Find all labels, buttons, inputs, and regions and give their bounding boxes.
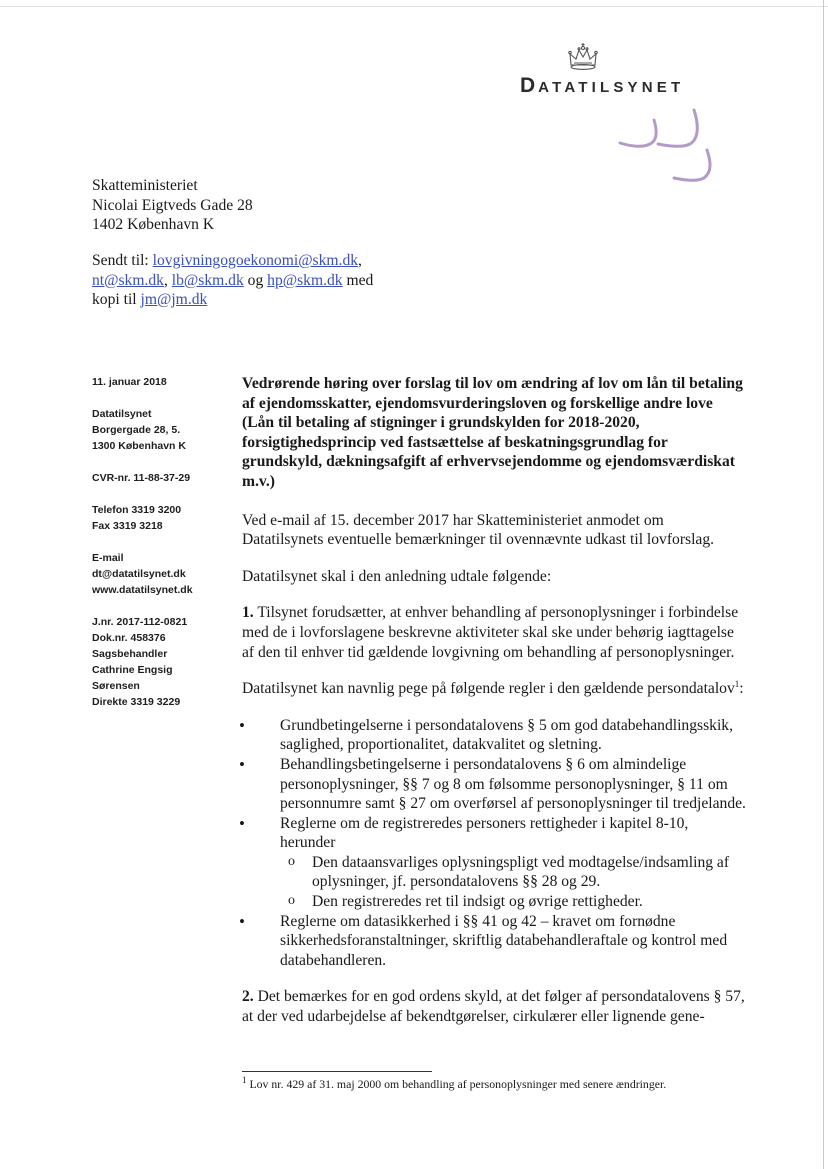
page-edge [823, 0, 824, 1169]
handwritten-initials [612, 108, 732, 192]
footnote-divider [242, 1071, 432, 1072]
sidebar-info [92, 374, 232, 726]
sub-list [280, 853, 747, 912]
brand-wordmark: DATATILSYNET [520, 74, 685, 97]
contact-website: www.datatilsynet.dk [92, 584, 193, 596]
case-reference: J.nr. 2017-112-0821 Dok.nr. 458376 Sagsbehandler Cathrine Engsig Sørensen Direkte 3319 3229 [92, 616, 188, 708]
sub-list-item: o Den dataansvarliges oplysningspligt ved modtagelse/indsamling af oplysninger, jf. persondatalovens §§ 28 og 29. [280, 853, 747, 892]
list-item: • Behandlingsbetingelserne i persondatalovens § 6 om almindelige personoplysninger, §§ 7 og 8 om følsomme personoplysninger, § 11 om personnumre samt § 27 om overførsel af personoplysninger til tredjelande. [242, 755, 747, 814]
phone-fax: Telefon 3319 3200 Fax 3319 3218 [92, 504, 182, 532]
recipient-line: Nicolai Eigtveds Gade 28 [92, 196, 253, 214]
list-item: • Reglerne om datasikkerhed i §§ 41 og 42 – kravet om fornødne sikkerhedsforanstaltninger, skriftlig databehandleraftale og kontrol med databehandleren. [242, 912, 747, 971]
list-item: • Reglerne om de registreredes personers rettigheder i kapitel 8-10, herunder o Den dataansvarliges oplysningspligt ved modtagelse/indsamling af oplysninger, jf. persondatalovens §§ 28 og 29. o Den registreredes ret til indsigt og øvrige rettigheder. [242, 814, 747, 912]
list-item: • Grundbetingelserne i persondatalovens § 5 om god databehandlingsskik, saglighed, proportionalitet, datakvalitet og sletning. [242, 716, 747, 755]
recipient-line: 1402 København K [92, 216, 215, 233]
sent-to-block: Sendt til: lovgivningogoekonomi@skm.dk, nt@skm.dk, lb@skm.dk og hp@skm.dk med kopi til jm@jm.dk [92, 252, 374, 308]
email-link-jm[interactable]: jm@jm.dk [140, 291, 208, 308]
paragraph-rules: Datatilsynet kan navnlig pege på følgende regler i den gældende persondatalov$^1$: [242, 678, 744, 698]
letter-date: 11. januar 2018 [92, 376, 167, 388]
email-link-lovgivning[interactable]: lovgivningogoekonomi@skm.dk [152, 252, 359, 269]
contact-email: dt@datatilsynet.dk [92, 568, 186, 580]
cvr-number: CVR-nr. 11-88-37-29 [92, 472, 191, 484]
paragraph-intro: Ved e-mail af 15. december 2017 har Skatteministeriet anmodet om Datatilsynets eventuelle bemærkninger til ovennævnte udkast til lovforslag. [242, 511, 715, 549]
footnote-ref: 1 [734, 678, 740, 689]
paragraph-point-1: 1. Tilsynet forudsætter, at enhver behandling af personoplysninger i forbindelse med de i lovforslagene beskrevne aktiviteter skal ske under behørig iagttagelse af den til enhver tid gældende lovgivning om behandling af personoplysninger. [242, 604, 739, 661]
footnote: $^1$ Lov nr. 429 af 31. maj 2000 om behandling af personoplysninger med senere ændringer. [242, 1075, 667, 1091]
email-link-lb[interactable]: lb@skm.dk [171, 271, 244, 289]
recipient-line: Skatteministeriet [92, 177, 198, 194]
contact-info: E-mail dt@datatilsynet.dk www.datatilsynet.dk [92, 550, 232, 598]
paragraph-point-2: 2. Det bemærkes for en god ordens skyld, at det følger af persondatalovens § 57, at der ved udarbejdelse af bekendtgørelser, cirkulærer eller lignende gene- [242, 988, 745, 1026]
letter-body [242, 374, 747, 1044]
paragraph-statement: Datatilsynet skal i den anledning udtale følgende: [242, 567, 552, 585]
crown-icon [566, 42, 600, 72]
datatilsynet-logo [520, 42, 735, 102]
sent-to-label: Sendt til: [92, 252, 153, 269]
page-edge-top [0, 6, 828, 7]
email-link-hp[interactable]: hp@skm.dk [267, 271, 343, 289]
sender-address: Datatilsynet Borgergade 28, 5. 1300 København K [92, 408, 186, 452]
email-link-nt[interactable]: nt@skm.dk [92, 271, 164, 289]
letter-title: Vedrørende høring over forslag til lov om ændring af lov om lån til betaling af ejendomsskatter, ejendomsvurderingsloven og forskellige andre love (Lån til betaling af stigninger i grundskylden for 2018-2020, forsigtighedsprincip ved fastsættelse af beskatningsgrundlag for grundskyld, dækningsafgift af erhvervsejendomme og ejendomsværdiskat m.v.) [242, 375, 743, 490]
recipient-address [92, 176, 253, 235]
rules-list [242, 716, 747, 971]
sub-list-item: o Den registreredes ret til indsigt og øvrige rettigheder. [280, 892, 747, 912]
